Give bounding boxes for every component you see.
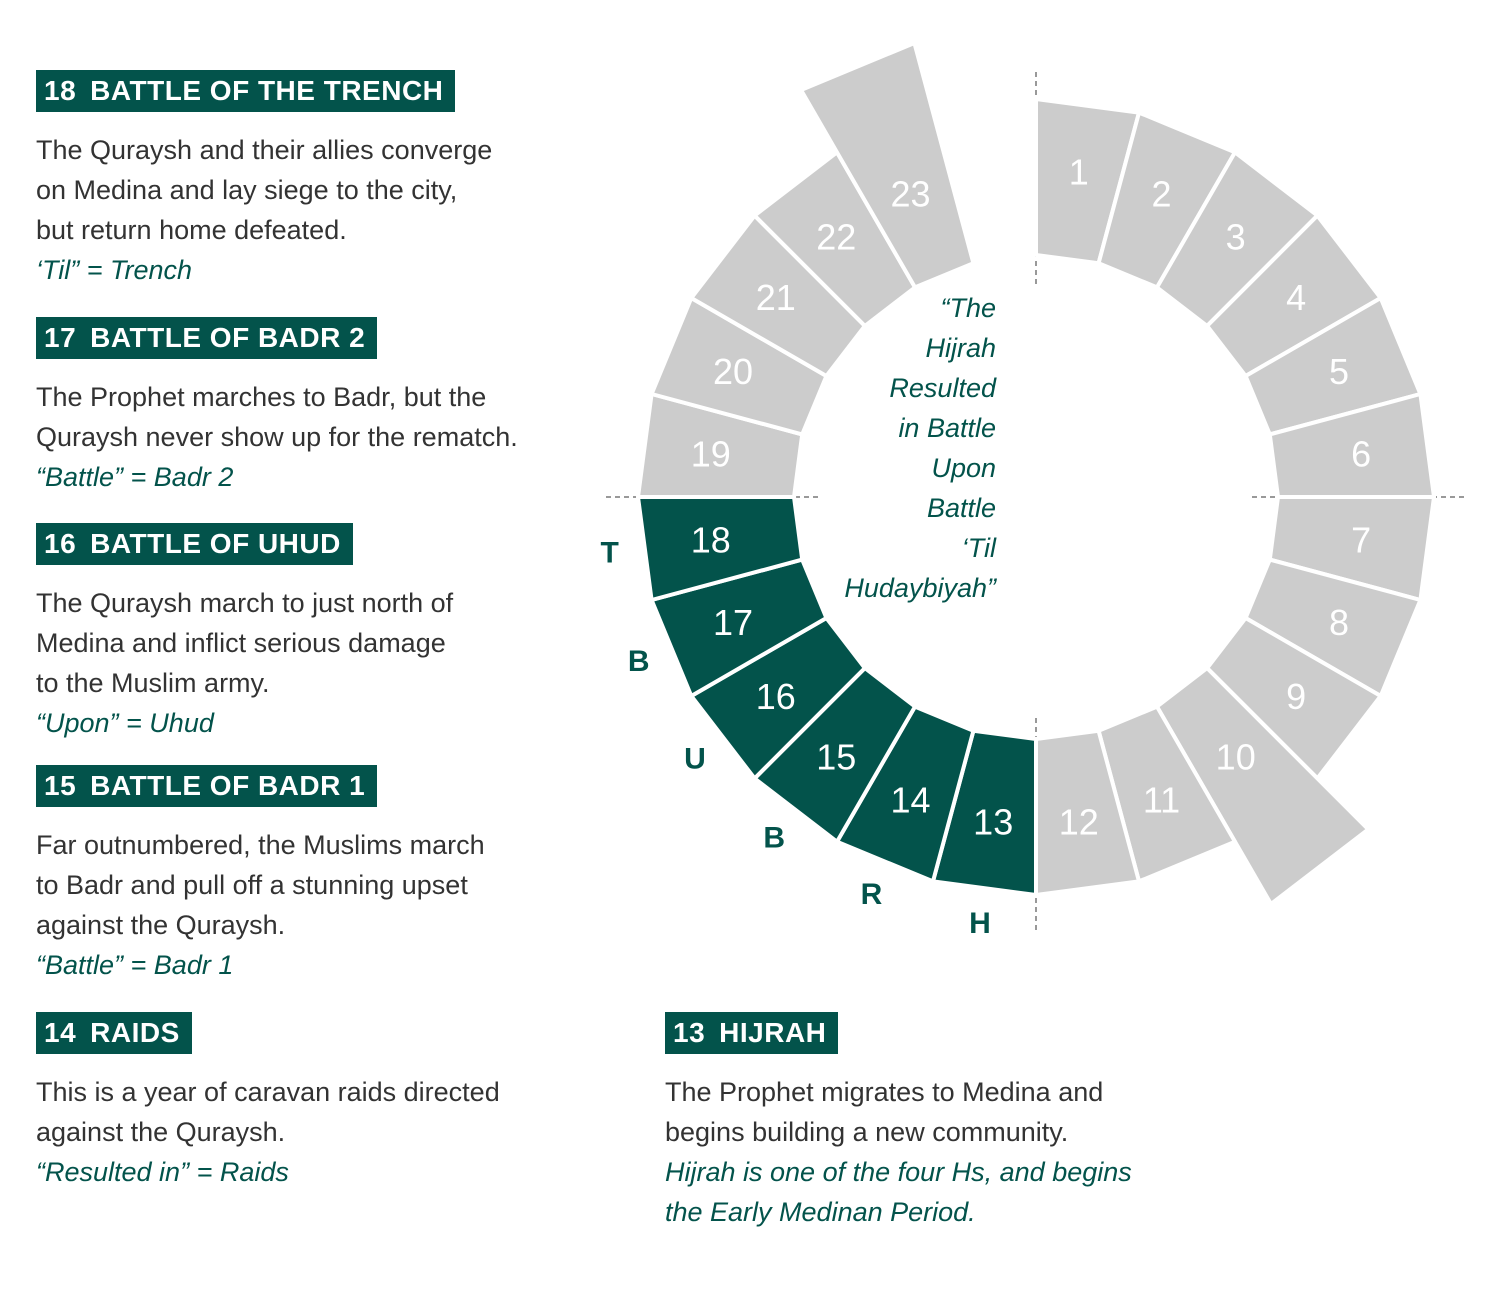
entry-15 [36, 765, 485, 985]
entry-mnemonic: “Resulted in” = Raids [36, 1157, 289, 1187]
ring-segment-label: 14 [890, 779, 931, 821]
entry-title: RAIDS [90, 1017, 180, 1048]
entry-number: 18 [44, 75, 77, 106]
initial-letter: B [627, 645, 650, 679]
entry-number: 13 [673, 1017, 706, 1048]
initial-letter: T [600, 536, 619, 570]
entry-mnemonic: ‘Til” = Trench [36, 255, 193, 285]
entry-number: 15 [44, 770, 77, 801]
ring-segment-label: 20 [712, 351, 754, 392]
entry-title: BATTLE OF BADR 2 [90, 322, 366, 353]
center-quote-line: “The [940, 293, 996, 323]
entry-description [36, 583, 453, 743]
center-quote-line: ‘Til [961, 533, 996, 563]
entry-description [36, 130, 492, 290]
description-line: The Prophet marches to Badr, but the [36, 382, 487, 412]
entry-17 [36, 317, 518, 497]
entry-13 [665, 1012, 1132, 1232]
ring-segment-label: 12 [1058, 801, 1099, 843]
entry-badge [665, 1012, 838, 1054]
ring-segment-label: 8 [1328, 602, 1350, 643]
ring-segment-label: 5 [1328, 351, 1350, 392]
description-line: Quraysh never show up for the rematch. [36, 422, 518, 452]
initial-letter: U [684, 742, 706, 776]
entry-number: 14 [44, 1017, 77, 1048]
ring-segment-label: 10 [1215, 736, 1256, 778]
entry-number: 17 [44, 322, 77, 353]
center-quote-line: Hijrah [925, 333, 996, 363]
ring-segment-label: 1 [1068, 151, 1089, 193]
description-line: but return home defeated. [36, 215, 347, 245]
center-quote-line: Battle [926, 493, 996, 523]
entry-mnemonic: “Upon” = Uhud [36, 708, 214, 738]
initial-letter: B [763, 821, 786, 855]
ring-segment-label: 23 [890, 173, 931, 215]
ring-segment-label: 3 [1225, 216, 1246, 258]
description-line: The Prophet migrates to Medina and [665, 1077, 1104, 1107]
ring-segment-label: 21 [755, 276, 796, 318]
description-line: against the Quraysh. [36, 910, 286, 940]
entry-mnemonic: the Early Medinan Period. [665, 1197, 976, 1227]
entry-18 [36, 70, 492, 290]
ring-segment-label: 18 [690, 519, 731, 561]
description-line: Far outnumbered, the Muslims march [36, 830, 485, 860]
ring-segment-label: 6 [1351, 433, 1372, 475]
ring-segment-label: 7 [1351, 519, 1372, 561]
ring-segment-label: 11 [1142, 779, 1181, 821]
entry-badge [36, 523, 353, 565]
ring-segment-label: 22 [816, 216, 857, 258]
initial-letter: H [969, 906, 991, 940]
entry-badge [36, 317, 377, 359]
ring-segment-label: 13 [973, 801, 1014, 843]
entry-badge [36, 765, 377, 807]
entry-title: HIJRAH [719, 1017, 827, 1048]
description-line: The Quraysh and their allies converge [36, 135, 493, 165]
entry-badge [36, 70, 455, 112]
entry-mnemonic: “Battle” = Badr 2 [36, 462, 234, 492]
ring-segment-label: 17 [712, 602, 754, 643]
entry-14 [36, 1012, 500, 1192]
entry-description [36, 825, 485, 985]
center-quote-line: Upon [931, 453, 996, 483]
ring-segment-label: 16 [755, 676, 796, 718]
center-quote [780, 288, 996, 608]
center-quote-line: Resulted [889, 373, 996, 403]
description-line: Medina and inflict serious damage [36, 628, 446, 658]
description-line: to the Muslim army. [36, 668, 270, 698]
ring-segment-label: 9 [1286, 676, 1307, 718]
entry-number: 16 [44, 528, 77, 559]
ring-segments [638, 43, 1434, 904]
ring-segment-label: 15 [816, 736, 857, 778]
entry-mnemonic: “Battle” = Badr 1 [36, 950, 234, 980]
description-line: The Quraysh march to just north of [36, 588, 454, 618]
entry-badge [36, 1012, 192, 1054]
entry-title: BATTLE OF UHUD [90, 528, 341, 559]
description-line: against the Quraysh. [36, 1117, 286, 1147]
ring-segment-label: 4 [1286, 276, 1307, 318]
ring-segment-label: 2 [1151, 173, 1172, 215]
entry-title: BATTLE OF BADR 1 [90, 770, 366, 801]
ring-segment-label: 19 [690, 433, 731, 475]
center-quote-line: Hudaybiyah” [844, 573, 996, 603]
entry-16 [36, 523, 453, 743]
description-line: to Badr and pull off a stunning upset [36, 870, 468, 900]
entry-mnemonic: Hijrah is one of the four Hs, and begins [665, 1157, 1132, 1187]
entry-description [36, 1072, 500, 1192]
initial-letter: R [860, 877, 883, 911]
entry-description [665, 1072, 1132, 1232]
description-line: This is a year of caravan raids directed [36, 1077, 500, 1107]
entry-description [36, 377, 518, 497]
description-line: on Medina and lay siege to the city, [36, 175, 458, 205]
center-quote-line: in Battle [898, 413, 996, 443]
description-line: begins building a new community. [665, 1117, 1069, 1147]
entry-title: BATTLE OF THE TRENCH [90, 75, 444, 106]
